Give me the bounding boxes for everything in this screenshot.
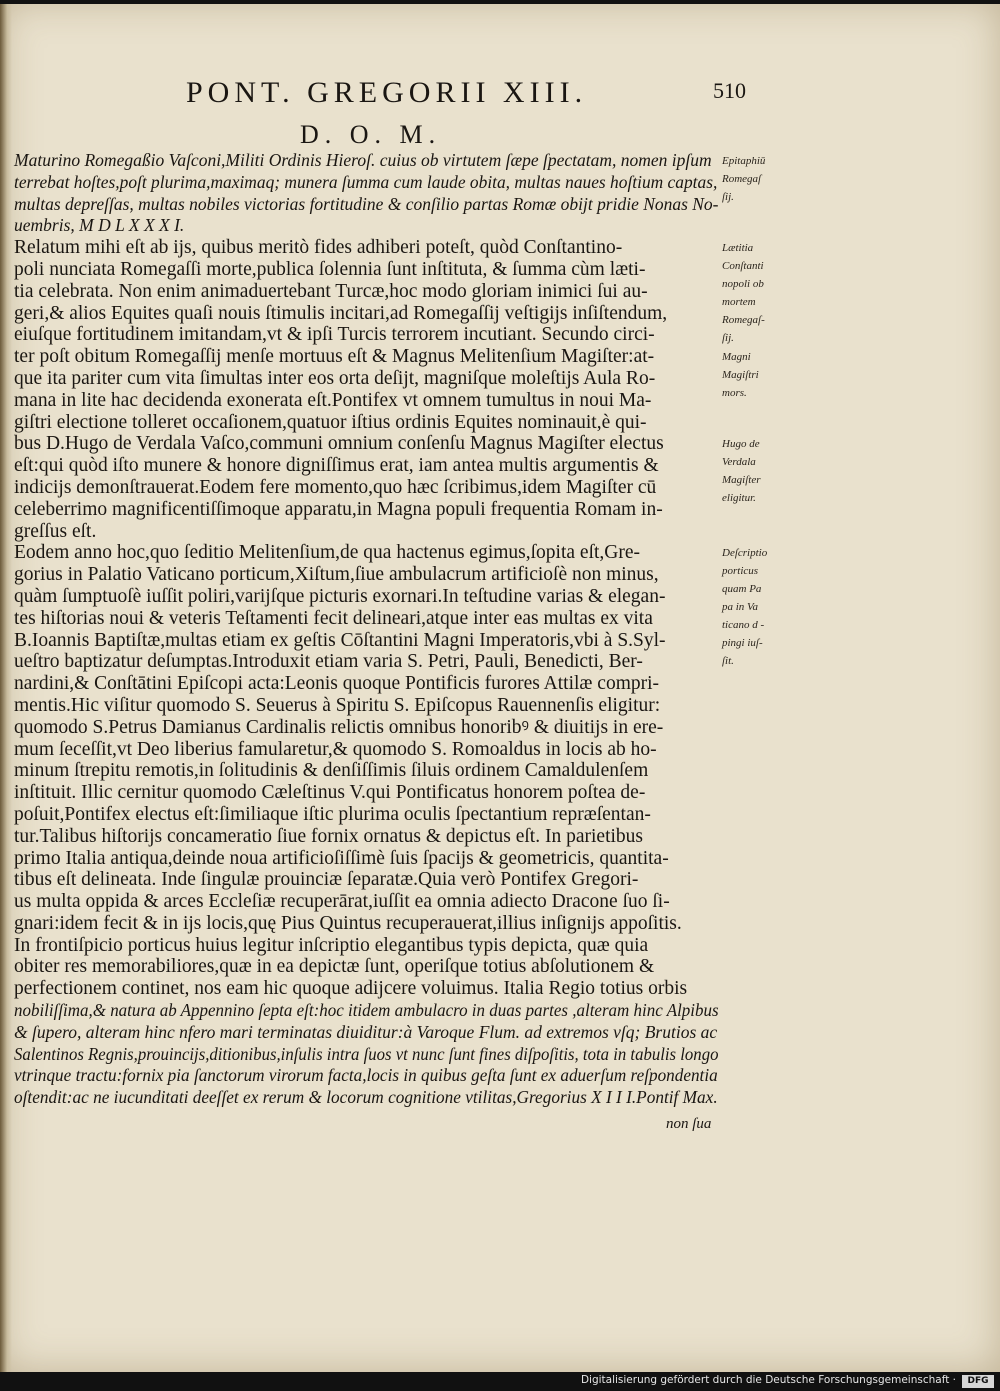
sidenote-line: pingi iuſ- <box>722 637 763 650</box>
text-line: obiter res memorabiliores,quæ in ea depictæ ſunt, operiſque totius abſolutionem & <box>14 956 655 978</box>
text-line: eiuſque fortitudinem imitandam,vt & ipſi Turcis terrorem incutiant. Secundo circi- <box>14 324 655 346</box>
text-line: multas depreſſas, multas nobiles victorias fortitudine & conſilio partas Romæ obijt pridie Nonas No- <box>14 193 719 214</box>
sidenote-epitaphium <box>722 152 765 206</box>
text-line: que ita pariter cum vita ſimultas inter eos orta deſijt, magniſque moleſtijs Aula Ro- <box>14 367 656 389</box>
text-line: poſuit,Pontifex electus eſt:ſimiliaque iſtic plurima oculis ſpectantium repræſentan- <box>14 803 651 825</box>
text-line: uembris, M D L X X X I. <box>14 215 185 236</box>
text-line: nobiliſſima,& natura ab Appennino ſepta eſt:hoc itidem ambulacro in duas partes ,alteram hinc Alpibus <box>14 1000 719 1021</box>
text-line: poli nunciata Romegaſſi morte,publica ſolennia ſunt inſtituta, & ſumma cùm læti- <box>14 258 646 280</box>
text-line: giſtri electione tolleret occaſionem,quatuor iſtius ordinis Equites nominauit,è qui- <box>14 411 647 433</box>
running-title: PONT. GREGORII XIII. <box>186 76 588 109</box>
sidenote-line: eligitur. <box>722 492 756 505</box>
text-line: Salentinos Regnis,prouincijs,ditionibus,inſulis intra ſuos vt nunc ſunt fines diſpoſitis, tota in tabulis longo <box>14 1043 719 1064</box>
text-line: eſt:qui quòd iſto munere & honore digniſſimus erat, iam antea multis argumentis & <box>14 455 659 477</box>
text-line: ueſtro baptizatur deſumptas.Introduxit etiam varia S. Petri, Pauli, Benedicti, Ber- <box>14 651 643 673</box>
sidenote-descriptio <box>722 544 767 670</box>
text-line: geri,& alios Equites quaſi nouis ſtimulis incitari,ad Romegaſſij veſtigijs inſiſtendum, <box>14 302 668 324</box>
sidenote-line: Lætitia <box>722 242 754 255</box>
sidenote-hugo <box>722 435 761 507</box>
text-line: primo Italia antiqua,deinde noua artificioſiſſimè ſuis ſpacijs & geometricis, quantita- <box>14 847 669 869</box>
digitization-footer <box>0 1372 1000 1391</box>
text-line: perfectionem continet, nos eam hic quoque adijcere voluimus. Italia Regio totius orbis <box>14 978 688 1000</box>
text-line: us multa oppida & arces Eccleſiæ recuperārat,iuſſit ea omnia adiecto Dracone ſuo ſi- <box>14 891 670 913</box>
text-line: mentis.Hic viſitur quomodo S. Seuerus à Spiritu S. Epiſcopus Rauennenſis eligitur: <box>14 694 661 716</box>
sidenote-line: mors. <box>722 387 747 400</box>
catchword: non ſua <box>666 1116 712 1132</box>
text-line: quàm ſumptuoſè iuſſit poliri,varijſque picturis exornari.In teſtudine varias & elegan- <box>14 585 666 607</box>
text-line: celeberrimo magnificentiſſimoque apparatu,in Magna populi frequentia Romam in- <box>14 498 663 520</box>
sidenote-line: Deſcriptio <box>722 547 768 560</box>
text-line: gorius in Palatio Vaticano porticum,Xiſtum,ſiue ambulacrum artificioſè non minus, <box>14 564 659 586</box>
text-line: tibus eſt delineata. Inde ſingulæ prouinciæ ſeparatæ.Quia verò Pontifex Gregori- <box>14 869 639 891</box>
sidenote-line: Conſtanti <box>722 260 764 273</box>
text-line: oſtendit:ac ne iucunditati deeſſet ex rerum & locorum cognitione vtilitas,Gregorius X I I I.Pontif Max. <box>14 1087 718 1108</box>
text-line: gnari:idem fecit & in ijs locis,quę Pius Quintus recuperauerat,illius inſignijs appoſitis. <box>14 912 682 934</box>
sidenote-line: Romegaſ- <box>722 314 765 327</box>
inscription-heading: D. O. M. <box>300 120 442 149</box>
text-line: B.Ioannis Baptiſtæ,multas etiam ex geſtis Cōſtantini Magni Imperatoris,vbi à S.Syl- <box>14 629 666 651</box>
sidenote-line: ticano d - <box>722 619 765 632</box>
dfg-logo: DFG <box>962 1375 994 1388</box>
sidenote-line: ſij. <box>722 191 734 203</box>
text-line: Relatum mihi eſt ab ijs, quibus meritò fides adhiberi poteſt, quòd Conſtantino- <box>14 237 623 259</box>
sidenote-line: pa in Va <box>722 601 759 614</box>
folio-number: 510 <box>713 78 746 103</box>
text-line: inſtituit. Illic cernitur quomodo Cæleſtinus V.qui Pontificatus honorem poſtea de- <box>14 782 646 804</box>
sidenote-line: Magni <box>722 351 751 364</box>
sidenote-laetitia <box>722 239 765 347</box>
text-line: minum ſtrepitu remotis,in ſolitudinis & denſiſſimis ſiluis ordinem Camaldulenſem <box>14 760 649 782</box>
text-line: Maturino Romegaßio Vaſconi,Militi Ordinis Hieroſ. cuius ob virtutem ſæpe ſpectatam, nomen ipſum <box>14 150 712 170</box>
text-line: mum ſeceſſit,vt Deo liberius famularetur,& quomodo S. Romoaldus in locis ab ho- <box>14 738 657 760</box>
sidenote-line: Romegaſ <box>722 173 762 185</box>
scan-top-edge <box>0 0 1000 4</box>
text-line: tia celebrata. Non enim animaduertebant Turcæ,hoc modo gloriam inimici ſui au- <box>14 280 648 302</box>
sidenote-line: Magiſtri <box>722 369 759 382</box>
sidenote-line: porticus <box>722 565 759 578</box>
text-line: quomodo S.Petrus Damianus Cardinalis relictis omnibus honoribꝰ & diuitijs in ere- <box>14 716 664 738</box>
sidenote-line: Epitaphiū <box>722 155 766 167</box>
text-line: mana in lite hac decidenda exonerata eſt.Pontifex vt omnem tumultus in noui Ma- <box>14 389 652 411</box>
sidenote-line: Verdala <box>722 456 756 469</box>
sidenote-line: Magiſter <box>722 474 761 487</box>
sidenote-line: quam Pa <box>722 583 762 596</box>
sidenote-line: ſit. <box>722 655 734 668</box>
sidenote-line: mortem <box>722 296 756 309</box>
text-line: indicijs demonſtrauerat.Eodem fere momento,quo hæc ſcribimus,idem Magiſter cū <box>14 476 657 498</box>
text-line: greſſus eſt. <box>14 520 97 542</box>
footer-credit: Digitalisierung gefördert durch die Deutsche Forschungsgemeinschaft · <box>580 1374 956 1386</box>
main-text-column <box>14 150 718 1109</box>
text-line: In frontiſpicio porticus huius legitur inſcriptio elegantibus typis depicta, quæ quia <box>14 934 649 956</box>
sidenote-line: ſij. <box>722 332 734 345</box>
text-line: vtrinque tractu:fornix pia ſanctorum virorum facta,locis in quibus geſta ſunt ex aduerſum reſpondentia <box>14 1065 718 1086</box>
text-line: Eodem anno hoc,quo ſeditio Melitenſium,de qua hactenus egimus,ſopita eſt,Gre- <box>14 542 641 564</box>
text-line: terrebat hoſtes,poſt plurima,maximaq; munera ſumma cum laude obita, multas naues hoſtium captas, <box>14 171 718 192</box>
page-header <box>186 76 746 116</box>
text-line: nardini,& Conſtātini Epiſcopi acta:Leonis quoque Pontificis furores Attilæ compri- <box>14 673 660 695</box>
text-line: ter poſt obitum Romegaſſij menſe mortuus eſt & Magnus Melitenſium Magiſter:at- <box>14 346 655 368</box>
sidenote-line: Hugo de <box>722 438 760 451</box>
sidenote-line: nopoli ob <box>722 278 764 291</box>
text-line: tes hiſtorias noui & veteris Teſtamenti fecit delineari,atque inter eas multas ex vita <box>14 607 653 629</box>
text-line: bus D.Hugo de Verdala Vaſco,communi omnium conſenſu Magnus Magiſter electus <box>14 433 664 455</box>
text-line: & ſupero, alteram hinc nfero mari terminatas diuiditur:à Varoque Flum. ad extremos vſq; Brutios ac <box>14 1021 718 1042</box>
sidenote-magni-magistri <box>722 348 759 402</box>
text-line: tur.Talibus hiſtorijs concameratio ſiue fornix ornatus & depictus eſt. In parietibus <box>14 825 643 847</box>
